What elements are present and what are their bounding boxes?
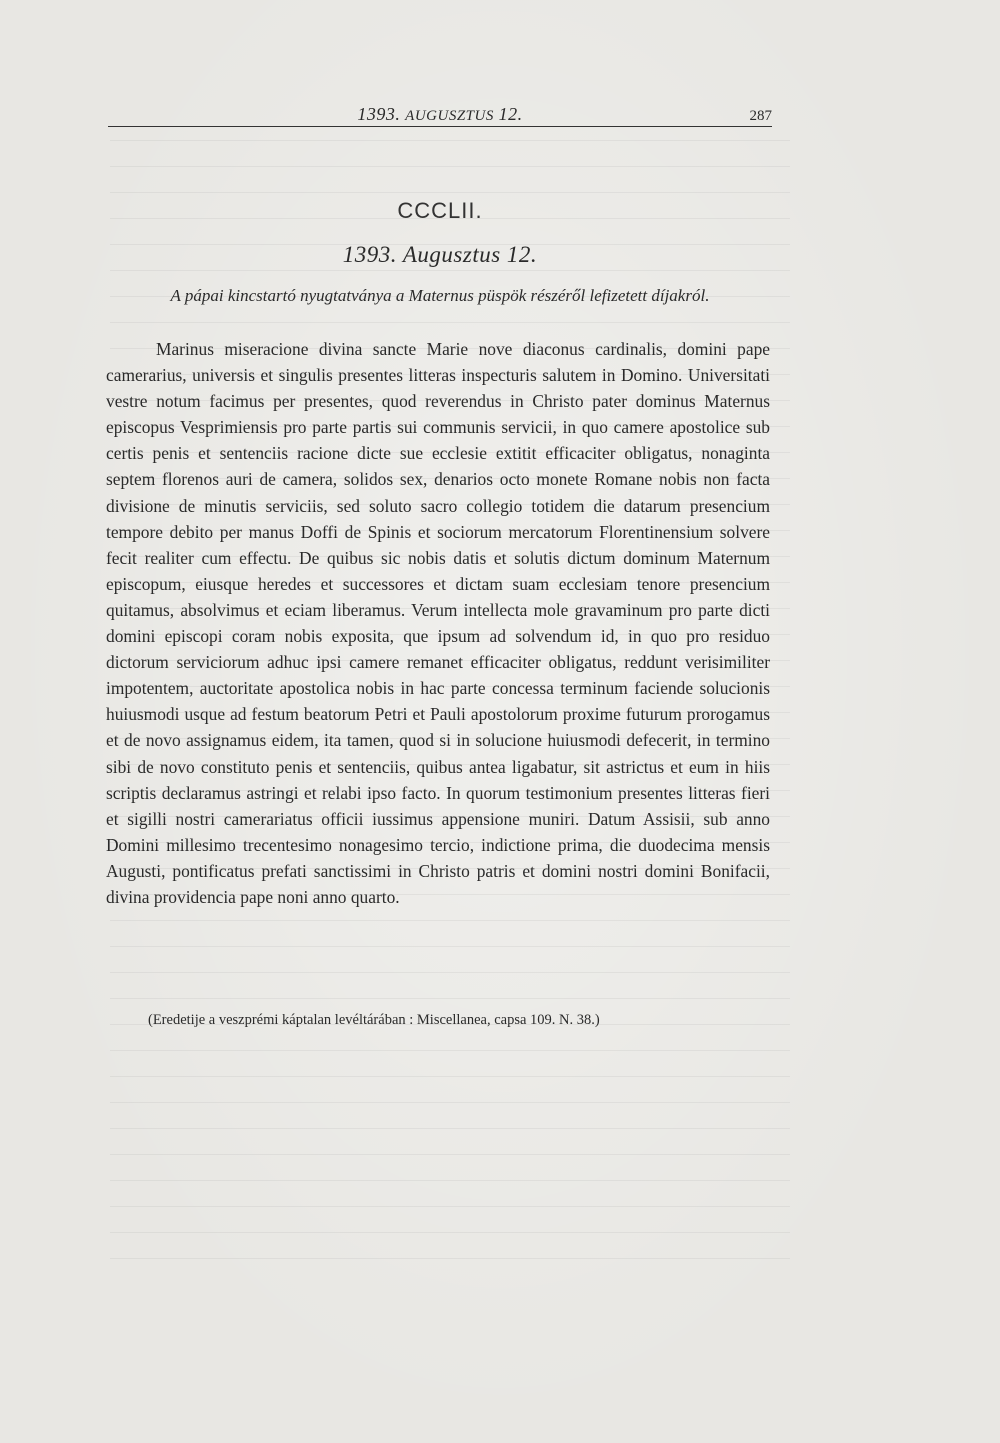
document-number: CCCLII. bbox=[397, 198, 483, 223]
document-date: 1393. Augusztus 12. bbox=[342, 242, 538, 267]
document-body: Marinus miseracione divina sancte Marie nove diaconus cardinalis, domini pape camerarius, universis et singulis presentes litteras inspecturis salutem in Domino. Universitati vestre notum facimus per presentes, quod reverendus in Christo pater dominus Maternus episcopus Vesprimiensis pro parte partis sui communis servicii, in quo camere apostolice sub certis penis et sentenciis racione dicte sue ecclesie extitit efficaciter obligatus, nonaginta septem florenos auri de camera, solidos sex, denarios octo monete Romane nobis non facta divisione de minutis serviciis, sed soluto sacro collegio totidem die datarum presencium tempore debito per manus Doffi de Spinis et sociorum mercatorum Florentinensium solvere fecit realiter cum effectu. De quibus sic nobis datis et solutis dictum dominum Maternum episcopum, eiusque heredes et successores et dictam suam ecclesiam tenore presencium quitamus, absolvimus et eciam liberamus. Verum intellecta mole gravaminum pro parte dicti domini episcopi coram nobis exposita, que ipsum ad solvendum id, in quo pro residuo dictorum serviciorum adhuc ipsi camere remanet efficaciter obligatus, reddunt verisimiliter impotentem, auctoritate apostolica nobis in hac parte concessa terminum faciende solucionis huiusmodi usque ad festum beatorum Petri et Pauli apostolorum proxime futurum prorogamus et de novo assignamus eidem, ita tamen, quod si in solucione huiusmodi defecerit, in termino sibi de novo constituto penis et sentenciis, quibus antea ligabatur, sit astrictus et eum in hiis scriptis declaramus astringi et relabi ipso facto. In quorum testimonium presentes litteras fieri et sigilli nostri camerariatus officii iussimus appensione muniri. Datum Assisii, sub anno Domini millesimo trecentesimo nonagesimo tercio, indictione prima, die duodecima mensis Augusti, pontificatus prefati sanctissimi in Christo patris et domini nostri domini Bonifacii, divina providencia pape noni anno quarto. bbox=[106, 339, 770, 907]
running-head-day: 12. bbox=[498, 104, 523, 124]
page-number: 287 bbox=[749, 108, 772, 124]
running-head-date bbox=[108, 104, 772, 125]
running-head-month: AUGUSZTUS bbox=[405, 108, 494, 124]
document-summary: A pápai kincstartó nyugtatványa a Maternus püspök részéről lefizetett díjakról. bbox=[170, 286, 710, 305]
running-head-year: 1393. bbox=[357, 104, 401, 124]
running-head bbox=[108, 104, 772, 127]
source-note: (Eredetije a veszprémi káptalan levéltárában : Miscellanea, capsa 109. N. 38.) bbox=[148, 1012, 600, 1028]
